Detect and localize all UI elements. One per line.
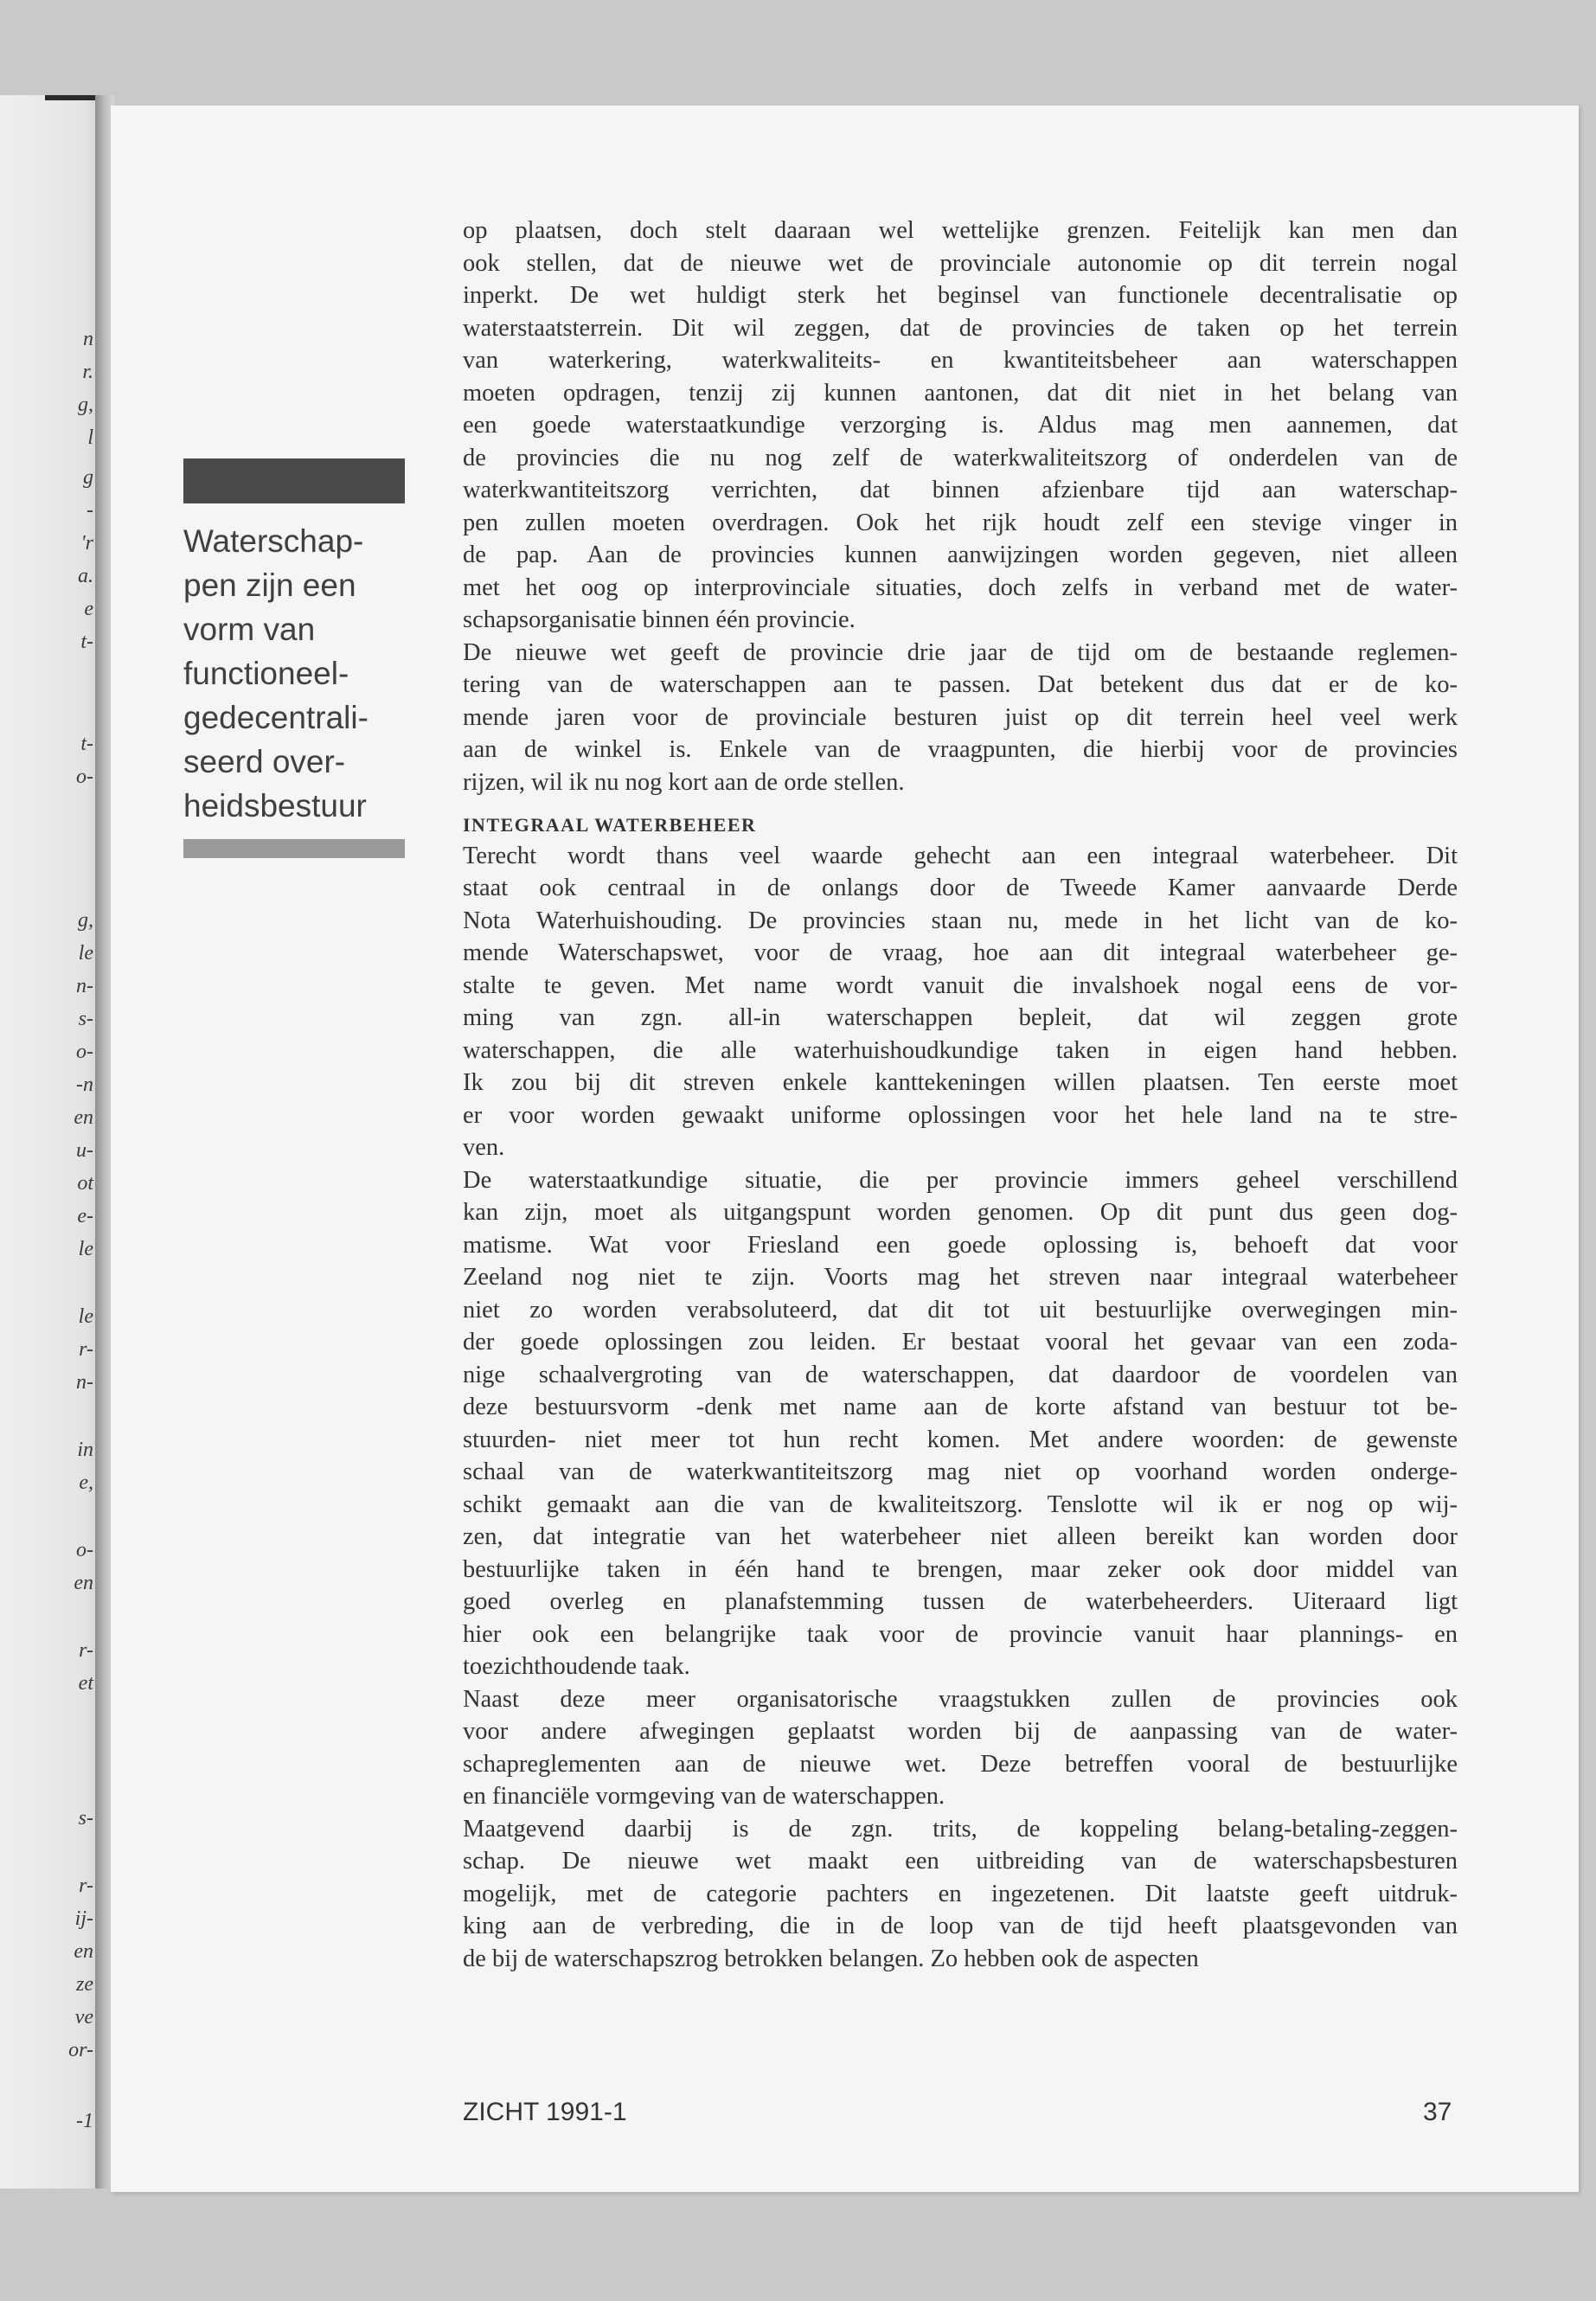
body-line: stalte te geven. Met name wordt vanuit die invalshoek nogal eens de vor- <box>463 971 1458 999</box>
body-line: Terecht wordt thans veel waarde gehecht aan een integraal waterbeheer. Dit <box>463 842 1458 869</box>
footer-page-number: 37 <box>1423 2098 1452 2126</box>
body-line: tering van de waterschappen aan te passen. Dat betekent dus dat er de ko- <box>463 671 1458 698</box>
body-line: waterkwantiteitszorg verrichten, dat binnen afzienbare tijd aan waterschap- <box>463 477 1458 503</box>
body-line: goed overleg en planafstemming tussen de waterbeheerders. Uiteraard ligt <box>463 1588 1458 1615</box>
left-page-fragment: n- <box>76 975 93 997</box>
left-page-fragment: n- <box>76 1371 93 1394</box>
body-line: schapsorganisatie binnen één provincie. <box>463 606 856 633</box>
body-line: toezichthoudende taak. <box>463 1653 690 1680</box>
left-page-fragment: a. <box>78 565 93 587</box>
section-heading: INTEGRAAL WATERBEHEER <box>463 814 757 836</box>
body-line: De nieuwe wet geeft de provincie drie jaar de tijd om de bestaande reglemen- <box>463 638 1458 666</box>
body-line: nige schaalvergroting van de waterschappen, dat daardoor de voordelen van <box>463 1361 1458 1388</box>
pull-quote-line: functioneel- <box>183 656 349 691</box>
body-line: schaal van de waterkwantiteitszorg mag niet op voorhand worden onderge- <box>463 1458 1458 1485</box>
left-page-fragment: ot <box>77 1172 93 1195</box>
body-line: zen, dat integratie van het waterbeheer niet alleen bereikt kan worden door <box>463 1523 1458 1550</box>
body-line: mende jaren voor de provinciale besturen juist op dit terrein heel veel werk <box>463 703 1458 731</box>
left-page-fragment: le <box>78 1238 93 1260</box>
body-line: aan de winkel is. Enkele van de vraagpunten, die hierbij voor de provincies <box>463 736 1458 763</box>
body-line: van waterkering, waterkwaliteits- en kwantiteitsbeheer aan waterschappen <box>463 347 1458 374</box>
body-line: Nota Waterhuishouding. De provincies staan nu, mede in het licht van de ko- <box>463 907 1458 934</box>
left-page-fragment: g, <box>78 909 93 932</box>
body-line: mende Waterschapswet, voor de vraag, hoe aan dit integraal waterbeheer ge- <box>463 939 1458 966</box>
body-line: schikt gemaakt aan die van de kwaliteitszorg. Tenslotte wil ik er nog op wij- <box>463 1490 1458 1518</box>
pull-quote-line: gedecentrali- <box>183 700 369 735</box>
body-line: niet zo worden verabsoluteerd, dat dit tot uit bestuurlijke overwegingen min- <box>463 1296 1458 1324</box>
left-page-fragment: en <box>74 1106 93 1129</box>
body-line: waterschappen, die alle waterhuishoudkundige taken in eigen hand hebben. <box>463 1036 1458 1064</box>
body-line: kan zijn, moet als uitgangspunt worden genomen. Op dit punt dus geen dog- <box>463 1199 1458 1226</box>
pull-quote-top-bar <box>183 458 405 503</box>
body-line: waterstaatsterrein. Dit wil zeggen, dat de provincies de taken op het terrein <box>463 314 1458 342</box>
pull-quote-line: Waterschap- <box>183 523 364 559</box>
body-line: der goede oplossingen zou leiden. Er bestaat vooral het gevaar van een zoda- <box>463 1329 1458 1356</box>
body-line: Naast deze meer organisatorische vraagstukken zullen de provincies ook <box>463 1685 1458 1713</box>
body-line: een goede waterstaatkundige verzorging is. Aldus mag men aannemen, dat <box>463 412 1458 439</box>
left-page-fragment: or- <box>68 2039 93 2061</box>
body-line: ming van zgn. all-in waterschappen bepleit, dat wil zeggen grote <box>463 1004 1458 1031</box>
left-page-fragment: g, <box>78 394 93 416</box>
body-line: deze bestuursvorm -denk met name aan de korte afstand van bestuur tot be- <box>463 1394 1458 1420</box>
left-page-fragment: 'r <box>80 532 93 554</box>
body-line: de provincies die nu nog zelf de waterkwaliteitszorg of onderdelen van de <box>463 444 1458 471</box>
left-page-edge <box>0 95 106 2189</box>
pull-quote-line: vorm van <box>183 612 316 647</box>
left-page-fragment: en <box>74 1940 93 1963</box>
left-page-fragment: e <box>84 598 93 620</box>
left-page-fragment: in <box>77 1439 93 1461</box>
left-page-fragment: -1 <box>76 2110 93 2132</box>
body-line: de bij de waterschapszrog betrokken belangen. Zo hebben ook de aspecten <box>463 1945 1199 1972</box>
left-page-fragment: r. <box>82 361 93 383</box>
left-page-fragment: s- <box>78 1807 93 1830</box>
body-line: schapreglementen aan de nieuwe wet. Deze betreffen vooral de bestuurlijke <box>463 1750 1458 1778</box>
pull-quote-line: pen zijn een <box>183 567 356 603</box>
left-page-fragment: o- <box>76 1539 93 1561</box>
left-page-fragment: l <box>87 426 93 449</box>
body-line: Maatgevend daarbij is de zgn. trits, de koppeling belang-betaling-zeggen- <box>463 1815 1458 1843</box>
body-line: stuurden- niet meer tot hun recht komen. Met andere woorden: de gewenste <box>463 1426 1458 1453</box>
body-line: ook stellen, dat de nieuwe wet de provinciale autonomie op dit terrein nogal <box>463 249 1458 277</box>
left-page-fragment: g <box>83 466 93 489</box>
body-line: mogelijk, met de categorie pachters en ingezetenen. Dit laatste geeft uitdruk- <box>463 1880 1458 1907</box>
left-page-fragment: ve <box>74 2006 93 2029</box>
left-page-fragment: r- <box>79 1639 93 1662</box>
left-page-fragment: ze <box>76 1973 93 1996</box>
pull-quote-line: heidsbestuur <box>183 788 367 824</box>
left-page-fragment: le <box>78 942 93 965</box>
pull-quote <box>183 519 417 828</box>
body-line: staat ook centraal in de onlangs door de Tweede Kamer aanvaarde Derde <box>463 875 1458 901</box>
body-line: schap. De nieuwe wet maakt een uitbreiding van de waterschapsbesturen <box>463 1848 1458 1875</box>
left-page-fragment: et <box>78 1672 93 1695</box>
left-page-fragment: s- <box>78 1008 93 1030</box>
left-page-fragment: e- <box>77 1205 93 1227</box>
body-line: hier ook een belangrijke taak voor de provincie vanuit haar plannings- en <box>463 1620 1458 1648</box>
body-line: er voor worden gewaakt uniforme oplossingen voor het hele land na te stre- <box>463 1101 1458 1129</box>
left-page-fragment: le <box>78 1305 93 1328</box>
body-line: bestuurlijke taken in één hand te brengen, maar zeker ook door middel van <box>463 1555 1458 1583</box>
left-page-fragment: o- <box>76 1041 93 1063</box>
left-page-fragment: o- <box>76 766 93 788</box>
body-line: De waterstaatkundige situatie, die per provincie immers geheel verschillend <box>463 1166 1458 1194</box>
body-line: matisme. Wat voor Friesland een goede oplossing is, behoeft dat voor <box>463 1231 1458 1259</box>
body-line: op plaatsen, doch stelt daaraan wel wettelijke grenzen. Feitelijk kan men dan <box>463 217 1458 244</box>
left-page-fragment: en <box>74 1572 93 1594</box>
pull-quote-line: seerd over- <box>183 744 346 779</box>
body-line: rijzen, wil ik nu nog kort aan de orde stellen. <box>463 768 905 796</box>
left-page-fragment: t- <box>80 733 93 755</box>
left-page-fragment: u- <box>76 1139 93 1162</box>
left-page-fragment: t- <box>80 631 93 653</box>
footer-journal: ZICHT 1991-1 <box>463 2098 627 2126</box>
pull-quote-bottom-rule <box>183 839 405 858</box>
left-page-fragment: n <box>83 328 93 350</box>
article-body <box>463 215 1458 1975</box>
body-line: moeten opdragen, tenzij zij kunnen aantonen, dat dit niet in het belang van <box>463 379 1458 407</box>
body-line: Zeeland nog niet te zijn. Voorts mag het streven naar integraal waterbeheer <box>463 1264 1458 1291</box>
left-page-fragment: r- <box>79 1338 93 1361</box>
left-page-fragment: e, <box>79 1471 93 1494</box>
body-line: pen zullen moeten overdragen. Ook het rijk houdt zelf een stevige vinger in <box>463 509 1458 536</box>
left-page-fragment: r- <box>79 1875 93 1897</box>
left-page-fragment: -n <box>76 1074 93 1096</box>
body-line: voor andere afwegingen geplaatst worden bij de aanpassing van de water- <box>463 1718 1458 1745</box>
body-line: inperkt. De wet huldigt sterk het beginsel van functionele decentralisatie op <box>463 282 1458 309</box>
body-line: en financiële vormgeving van de waterschappen. <box>463 1783 945 1810</box>
body-line: Ik zou bij dit streven enkele kanttekeningen willen plaatsen. Ten eerste moet <box>463 1069 1458 1096</box>
body-line: met het oog op interprovinciale situaties, doch zelfs in verband met de water- <box>463 574 1458 601</box>
body-line: ven. <box>463 1134 505 1161</box>
left-page-fragment: - <box>87 499 93 522</box>
left-page-fragment: ij- <box>74 1907 93 1930</box>
body-line: king aan de verbreding, die in de loop van de tijd heeft plaatsgevonden van <box>463 1913 1458 1939</box>
body-line: de pap. Aan de provincies kunnen aanwijzingen worden gegeven, niet alleen <box>463 542 1458 568</box>
